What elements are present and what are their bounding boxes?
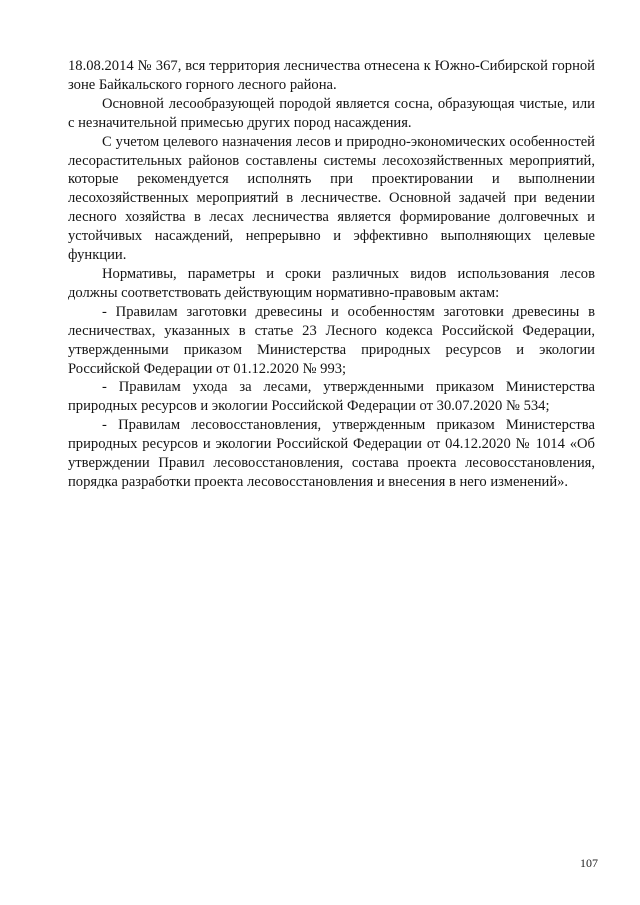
list-item-2: - Правилам ухода за лесами, утвержденными приказом Министерства природных ресурсов и экологии Российской Федерации от 30.07.2020 № 534; [68, 379, 595, 415]
paragraph-3: С учетом целевого назначения лесов и природно-экономических особенностей лесорастительных районов составлены системы лесохозяйственных мероприятий, которые рекомендуется исполнять при проектировании и выполнении лесохозяйственных мероприятий в лесничестве. Основной задачей при ведении лесного хозяйства в лесах лесничества является формирование долговечных и устойчивых насаждений, непрерывно и эффективно выполняющих целевые функции. [68, 133, 595, 264]
paragraph-4: Нормативы, параметры и сроки различных видов использования лесов должны соответствовать действующим нормативно-правовым актам: [68, 265, 595, 301]
list-item-1: - Правилам заготовки древесины и особенностям заготовки древесины в лесничествах, указанных в статье 23 Лесного кодекса Российской Федерации, утвержденными приказом Министерства природных ресурсов и экологии Российской Федерации от 01.12.2020 № 993; [68, 303, 595, 377]
list-item-3: - Правилам лесовосстановления, утвержденным приказом Министерства природных ресурсов и экологии Российской Федерации от 04.12.2020 № 1014 «Об утверждении Правил лесовосстановления, состава проекта лесовосстановления, порядка разработки проекта лесовосстановления и внесения в него изменений». [68, 417, 595, 490]
paragraph-1: 18.08.2014 № 367, вся территория лесничества отнесена к Южно-Сибирской горной зоне Байкальского горного лесного района. [68, 58, 595, 93]
page-number: 107 [580, 856, 598, 870]
body-text [68, 57, 595, 492]
paragraph-2: Основной лесообразующей породой является сосна, образующая чистые, или с незначительной примесью других пород насаждения. [68, 95, 595, 131]
